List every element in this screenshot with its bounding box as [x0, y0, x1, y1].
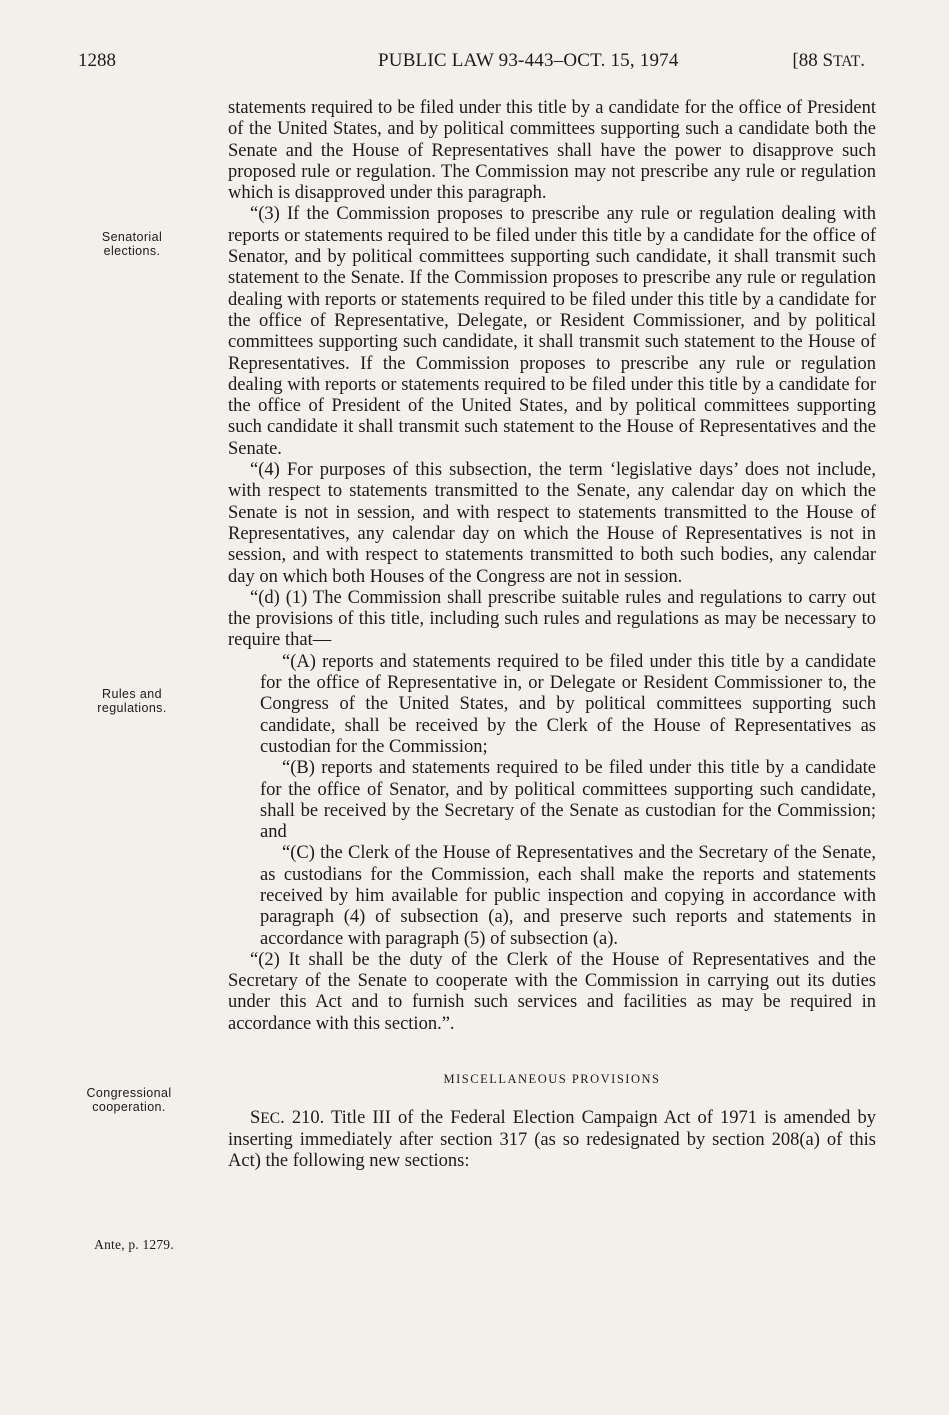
subparagraph-c: “(C) the Clerk of the House of Representatives and the Secretary of the Senate, as custodians for the Commission, each shall make the reports and statements received by him available for public inspection and copying in accordance with paragraph (4) of subsection (a), and preserve such reports and statements in accordance with paragraph (5) of subsection (a).	[260, 843, 876, 949]
section-heading-miscellaneous: MISCELLANEOUS PROVISIONS	[443, 1072, 661, 1087]
section-210: SEC. 210. Title III of the Federal Election Campaign Act of 1971 is amended by inserting immediately after section 317 (as so redesignated by section 208(a) of this Act) the following new sections:	[228, 1108, 876, 1171]
subparagraph-b: “(B) reports and statements required to be filed under this title by a candidate for the office of Senator, and by political committees supporting such candidate, shall be received by the Secretary of the Senate as custodian for the Commission; and	[260, 758, 876, 843]
margin-note-rules-and-regulations: Rules and regulations.	[97, 687, 167, 715]
document-body	[228, 98, 876, 1172]
paragraph-continuation: statements required to be filed under this title by a candidate for the office of President of the United States, and by political committees supporting such a candidate both the Senate and the House of Representatives shall have the power to disapprove such proposed rule or regulation. The Commission may not prescribe any rule or regulation which is disapproved under this paragraph.	[228, 98, 876, 204]
margin-note-ante-reference: Ante, p. 1279.	[94, 1237, 174, 1252]
paragraph-d1: “(d) (1) The Commission shall prescribe suitable rules and regulations to carry out the provisions of this title, including such rules and regulations as may be necessary to require that—	[228, 587, 876, 651]
paragraph-d2: “(2) It shall be the duty of the Clerk of the House of Representatives and the Secretary of the Senate to cooperate with the Commission in carrying out its duties under this Act and to furnish such services and facilities as may be required in accordance with this section.”.	[228, 949, 876, 1034]
paragraph-3: “(3) If the Commission proposes to prescribe any rule or regulation dealing with reports or statements required to be filed under this title by a candidate for the office of Senator, and by political committees supporting such candidate, it shall transmit such statement to the Senate. If the Commission proposes to prescribe any rule or regulation dealing with reports or statements required to be filed under this title by a candidate for the office of Representative, Delegate, or Resident Commissioner, and by political committees supporting such candidate, it shall transmit such statement to the House of Representatives. If the Commission proposes to prescribe any rule or regulation dealing with reports or statements required to be filed under this title by a candidate for the office of President of the United States, and by political committees supporting such candidate it shall transmit such statement to the House of Representatives and the Senate.	[228, 204, 876, 459]
statute-citation: [88 STAT.	[792, 50, 865, 71]
page-title: PUBLIC LAW 93-443–OCT. 15, 1974	[378, 50, 679, 71]
page-number: 1288	[78, 50, 116, 71]
running-header	[0, 50, 949, 76]
margin-note-congressional-cooperation: Congressional cooperation.	[86, 1086, 172, 1114]
subparagraph-a: “(A) reports and statements required to be filed under this title by a candidate for the office of Representative in, or Delegate or Resident Commissioner to, the Congress of the United States, and by political committees supporting such candidate, shall be received by the Clerk of the House of Representatives as custodian for the Commission;	[260, 651, 876, 757]
margin-note-senatorial-elections: Senatorial elections.	[101, 230, 163, 258]
paragraph-4: “(4) For purposes of this subsection, the term ‘legislative days’ does not include, with respect to statements transmitted to the Senate, any calendar day on which the Senate is not in session, and with respect to statements transmitted to the House of Representatives, any calendar day on which the House of Representatives is not in session, and with respect to statements transmitted to both such bodies, any calendar day on which both Houses of the Congress are not in session.	[228, 460, 876, 587]
